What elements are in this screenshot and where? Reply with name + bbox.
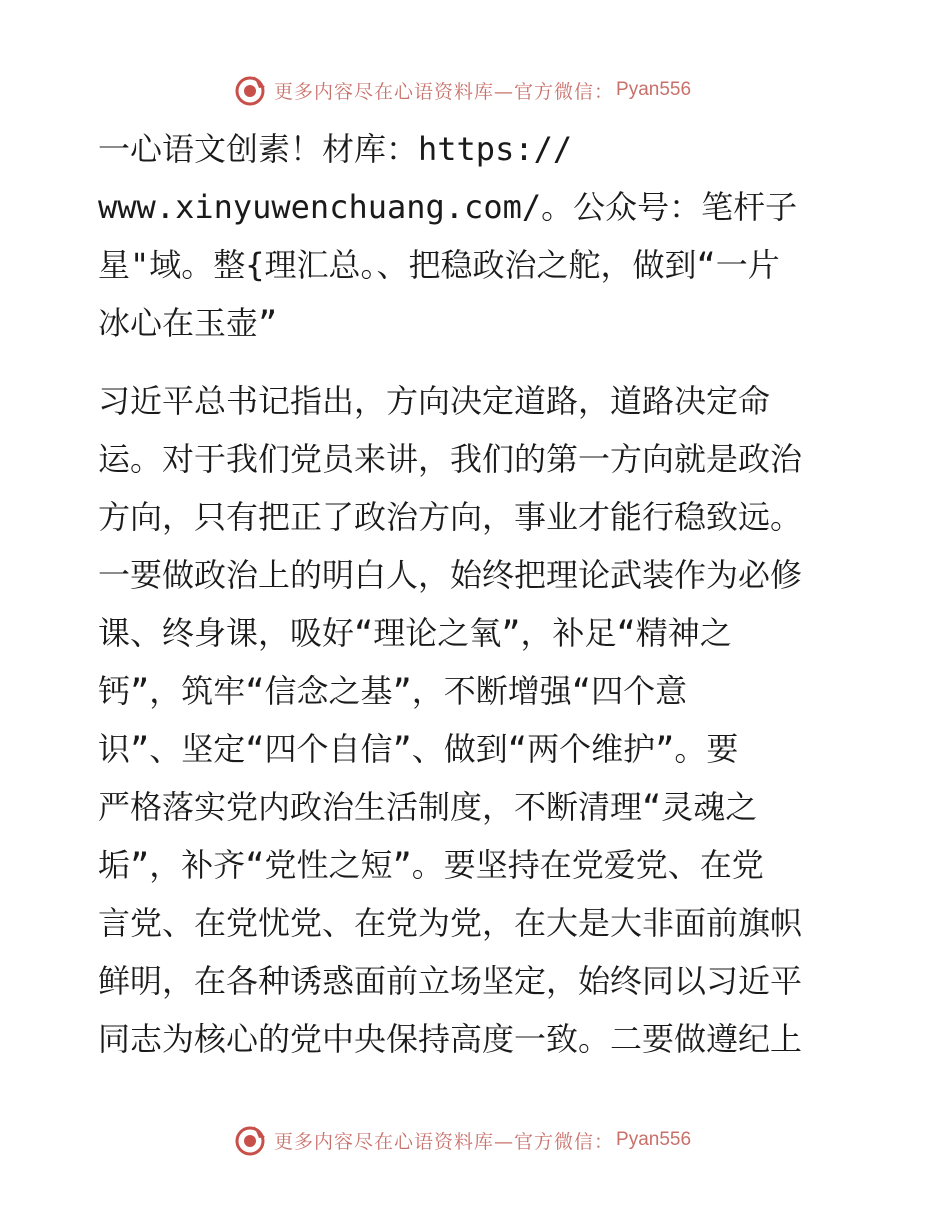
text-line: 星"域。整{理汇总。、把稳政治之舵，做到“一片 bbox=[98, 246, 780, 284]
banner-text: 更多内容尽在心语资料库—官方微信： bbox=[274, 1130, 615, 1153]
text-line: 冰心在玉壶” bbox=[98, 304, 278, 342]
text-line: 方向，只有把正了政治方向，事业才能行稳致远。 bbox=[98, 498, 803, 536]
body-text bbox=[98, 120, 858, 1068]
text-line: 严格落实党内政治生活制度，不断清理“灵魂之 bbox=[98, 788, 758, 826]
text-line: 同志为核心的党中央保持高度一致。二要做遵纪上 bbox=[98, 1020, 803, 1058]
text-line: 钙”，筑牢“信念之基”，不断增强“四个意 bbox=[98, 672, 688, 710]
header-banner bbox=[232, 70, 691, 110]
text-line: 习近平总书记指出，方向决定道路，道路决定命 bbox=[98, 382, 771, 420]
text-line: 鲜明，在各种诱惑面前立场坚定，始终同以习近平 bbox=[98, 962, 803, 1000]
text-line: 垢”，补齐“党性之短”。要坚持在党爱党、在党 bbox=[98, 846, 764, 884]
paragraph-gap bbox=[98, 352, 858, 372]
text-line: 运。对于我们党员来讲，我们的第一方向就是政治 bbox=[98, 440, 803, 478]
text-line: 课、终身课，吸好“理论之氧”，补足“精神之 bbox=[98, 614, 732, 652]
logo-icon bbox=[232, 72, 268, 108]
text-line: 一心语文创素！材库：https:// bbox=[98, 130, 573, 168]
banner-account: Pyan556 bbox=[616, 1129, 692, 1150]
footer-banner bbox=[232, 1120, 691, 1160]
banner-text: 更多内容尽在心语资料库—官方微信： bbox=[274, 80, 615, 103]
text-line: 识”、坚定“四个自信”、做到“两个维护”。要 bbox=[98, 730, 739, 768]
text-line: 言党、在党忧党、在党为党，在大是大非面前旗帜 bbox=[98, 904, 803, 942]
logo-icon bbox=[232, 1122, 268, 1158]
text-line: www.xinyuwenchuang.com/。公众号：笔杆子 bbox=[98, 188, 798, 226]
banner-account: Pyan556 bbox=[616, 79, 692, 100]
text-line: 一要做政治上的明白人，始终把理论武装作为必修 bbox=[98, 556, 803, 594]
